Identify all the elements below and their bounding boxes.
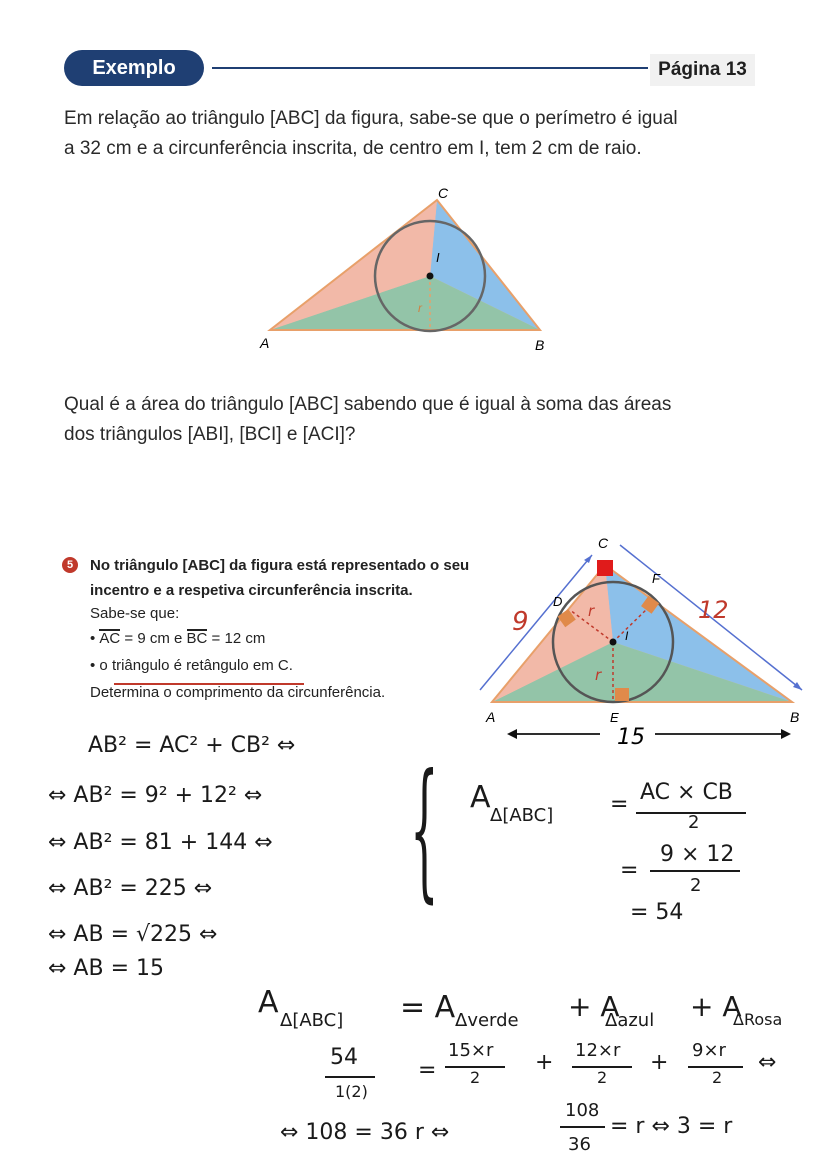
- curly-brace: {: [410, 743, 439, 917]
- example-text-line2: a 32 cm e a circunferência inscrita, de centro em I, tem 2 cm de raio.: [64, 138, 642, 159]
- hw-line-5: ⇔ AB = √225 ⇔: [48, 922, 218, 947]
- hw-final-1: ⇔ 108 = 36 r ⇔: [280, 1120, 450, 1145]
- label-f: F: [652, 571, 660, 586]
- hw-iff-end: ⇔: [758, 1050, 777, 1075]
- hw-frac-c-den: 2: [597, 1068, 608, 1087]
- bullet2-text-a: o: [99, 657, 112, 674]
- tangent-mark-e: [615, 688, 629, 701]
- hw-line-2: ⇔ AB² = 9² + 12² ⇔: [48, 783, 263, 808]
- label-b: B: [790, 709, 800, 725]
- hw-frac-d-num: 9×r: [692, 1040, 726, 1061]
- hw-area-den1: 2: [688, 812, 700, 833]
- hw-sum-sub4: ΔRosa: [733, 1010, 783, 1029]
- example-badge: Exemplo: [64, 50, 204, 86]
- example-text-line1: Em relação ao triângulo [ABC] da figura, sabe-se que o perímetro é igual: [64, 108, 678, 129]
- exercise-line2: incentro e a respetiva circunferência inscrita.: [90, 582, 413, 599]
- exercise-bullet1: [90, 626, 265, 651]
- segment-bc: BC: [186, 630, 208, 647]
- label-i: I: [436, 250, 440, 265]
- segment-ac: AC: [99, 630, 121, 647]
- example-triangle-figure: [250, 170, 560, 360]
- arrow-ac-head: [584, 555, 592, 563]
- label-r-left: r: [588, 602, 595, 620]
- hw-sum-sub1: Δ[ABC]: [280, 1010, 344, 1031]
- label-a: A: [260, 335, 270, 351]
- hw-area-a: A: [470, 780, 491, 815]
- label-r-down: r: [595, 666, 602, 684]
- hw-final-2: = r ⇔ 3 = r: [610, 1114, 733, 1139]
- label-r: r: [418, 301, 422, 315]
- exercise-line1: No triângulo [ABC] da figura está representado o seu: [90, 557, 470, 574]
- hw-plus-1: +: [535, 1050, 554, 1075]
- hw-line-4: ⇔ AB² = 225 ⇔: [48, 876, 213, 901]
- bullet2-text-c: .: [288, 657, 293, 674]
- hw-sum-sub3: Δazul: [605, 1010, 655, 1031]
- label-9: 9: [512, 607, 529, 637]
- label-i: I: [625, 629, 629, 643]
- hw-line-3: ⇔ AB² = 81 + 144 ⇔: [48, 830, 273, 855]
- hw-plus-2: +: [650, 1050, 669, 1075]
- page-number: Página 13: [650, 54, 755, 86]
- hw-frac-b-den: 2: [470, 1068, 481, 1087]
- exercise-line4: Determina o comprimento da circunferência.: [90, 684, 386, 701]
- hw-sum-a: A: [258, 985, 279, 1020]
- hw-final-frac-bar: [560, 1126, 605, 1128]
- hw-sum-eq: = A: [400, 990, 456, 1025]
- label-c: C: [438, 185, 449, 201]
- incenter-point: [610, 639, 617, 646]
- label-d: D: [553, 594, 563, 609]
- hw-area-sub: Δ[ABC]: [490, 805, 554, 826]
- hw-area-num1: AC × CB: [640, 780, 733, 805]
- hw-line-6: ⇔ AB = 15: [48, 956, 164, 981]
- label-c: C: [598, 535, 609, 551]
- hw-area-den2: 2: [690, 875, 702, 896]
- label-12: 12: [698, 596, 729, 624]
- hw-area-num2: 9 × 12: [660, 842, 735, 867]
- exercise-number-badge: 5: [62, 557, 78, 573]
- hw-frac-a-den: 1(2): [335, 1082, 368, 1101]
- hw-frac-a-num: 54: [330, 1045, 358, 1070]
- arrow-ab: [505, 722, 795, 750]
- bullet1-text-d: = 12 cm: [207, 630, 266, 647]
- hw-frac-eq: =: [418, 1058, 437, 1083]
- hw-frac-bar-2: [650, 870, 740, 872]
- bullet-dot: •: [90, 630, 100, 647]
- exercise-line3: Sabe-se que:: [90, 605, 180, 622]
- hw-sum-plus2: + A: [690, 990, 742, 1023]
- hw-area-eq: =: [610, 792, 629, 817]
- hw-final-frac-den: 36: [568, 1134, 591, 1155]
- bullet1-text-b: = 9 cm e: [120, 630, 187, 647]
- bullet2-text-b: triângulo é retângulo em C: [111, 657, 289, 674]
- hw-line-1: AB² = AC² + CB² ⇔: [88, 733, 296, 758]
- label-b: B: [535, 337, 545, 353]
- hw-final-frac-num: 108: [565, 1100, 600, 1121]
- hw-sum-sub2: Δverde: [455, 1010, 519, 1031]
- bullet-dot: •: [90, 657, 100, 674]
- header-rule: [212, 67, 648, 69]
- label-15: 15: [617, 725, 645, 750]
- hw-sum-plus1: + A: [568, 990, 620, 1023]
- hw-frac-c-num: 12×r: [575, 1040, 621, 1061]
- question-line1: Qual é a área do triângulo [ABC] sabendo que é igual à soma das áreas: [64, 394, 672, 415]
- label-e: E: [610, 710, 619, 725]
- hw-area-result: = 54: [630, 900, 684, 925]
- incenter-point: [427, 273, 434, 280]
- hw-frac-b-num: 15×r: [448, 1040, 494, 1061]
- question-line2: dos triângulos [ABI], [BCI] e [ACI]?: [64, 424, 356, 445]
- right-angle-mark: [597, 560, 613, 576]
- hw-frac-d-den: 2: [712, 1068, 723, 1087]
- label-a: A: [486, 709, 496, 725]
- exercise-bullet2: [90, 653, 293, 678]
- exercise-triangle-figure: [470, 530, 815, 750]
- hw-area-eq2: =: [620, 858, 639, 883]
- hw-frac-a-bar: [325, 1076, 375, 1078]
